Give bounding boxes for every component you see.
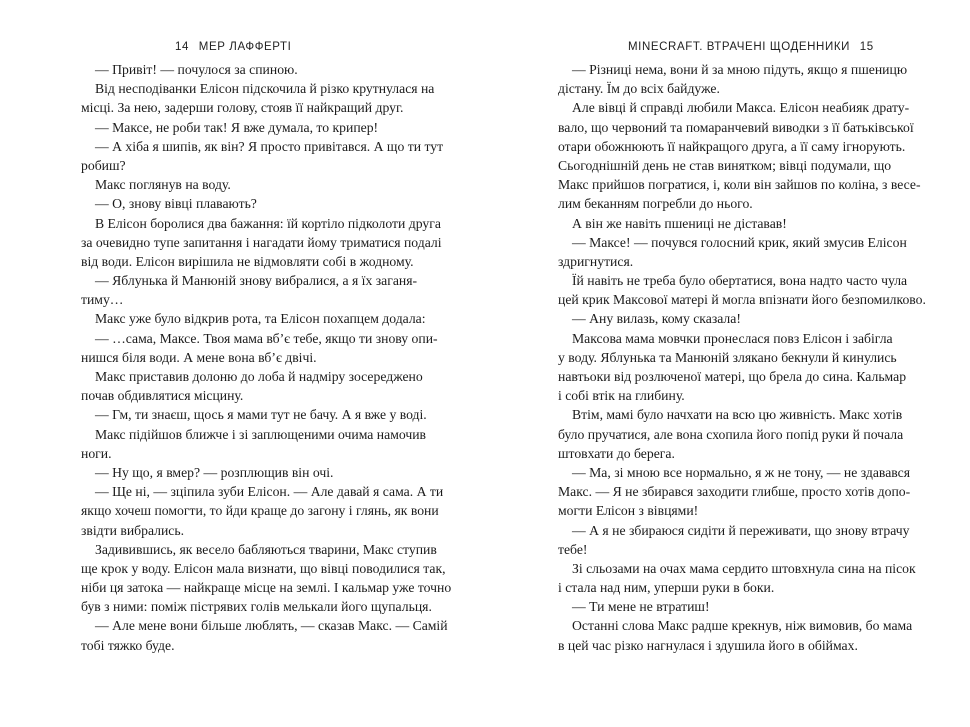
text-line [558,636,889,655]
text-line [81,252,412,271]
text-line-content: місці. За нею, задерши голову, стояв її найкращий друг. [81,100,404,116]
text-line-content: робиш? [81,157,126,173]
text-line-content: лим беканням погребли до нього. [558,196,753,212]
text-line [558,482,911,501]
text-line-content: — А я не збираюся сидіти й переживати, що знову втрачу [572,522,910,538]
text-line [558,252,889,271]
text-line [558,156,892,175]
text-line-content: А він же навіть пшениці не діставав! [572,215,787,231]
text-line [81,79,435,98]
text-line-content: нишся біля води. А мене вона вб’є двічі. [81,349,317,365]
text-line-content: здригнутися. [558,253,634,269]
text-line [558,329,893,348]
text-line [81,348,412,367]
text-line-content: отари обожнюють її найкращого друга, а її саму ігнорують. [558,138,906,154]
text-line-content: Від несподіванки Елісон підскочила й різко крутнулася на [95,81,435,97]
text-line [558,386,889,405]
text-line [81,290,412,309]
text-line [81,194,412,213]
text-line [558,271,908,290]
text-line [81,616,448,635]
text-line-content: навтьоки від розлюченої матері, що брела до сина. Кальмар [558,369,907,384]
text-line-content: Максова мама мовчки пронеслася повз Елісон і забігла [572,330,893,346]
right-page [485,0,970,727]
text-line [81,367,423,386]
text-line-content: В Елісон боролися два бажання: їй кортіло підколоти друга [95,215,441,231]
text-line-content: — …сама, Максе. Твоя мама вб’є тебе, якщо ти знову опи- [95,330,438,346]
text-line [81,98,412,117]
text-line-content: і собі втік на глибину. [558,388,685,404]
text-line [558,60,908,79]
text-line [81,233,442,252]
text-line [558,616,913,635]
text-line [81,405,427,424]
text-line-content: тиму… [81,292,124,308]
text-line-content: — О, знову вівці плавають? [95,196,257,212]
text-line [81,329,438,348]
text-line [81,482,444,501]
text-line-content: за очевидно тупе запитання і нагадати йому триматися подалі [81,234,442,250]
text-line-content: — Але мене вони більше люблять, — сказав Макс. — Самій [95,618,448,634]
text-line [81,521,412,540]
text-line [558,425,904,444]
text-line [558,348,897,367]
text-line-content: звідти вибрались. [81,522,185,538]
page-number: 14 [175,41,189,53]
text-line-content: в цей час різко нагнулася і здушила його в обіймах. [558,637,858,653]
text-line-content: Макс приставив долоню до лоба й надміру зосереджено [95,369,423,384]
text-line [558,559,916,578]
text-line [558,233,907,252]
text-line-content: — Максе! — почувся голосний крик, який змусив Елісон [572,234,907,250]
text-line-content: від води. Елісон вирішила не відмовляти собі в жодному. [81,253,414,269]
text-line-content: Макс підійшов ближче і зі заплющеними очима намочив [95,426,427,442]
text-line-content: Їй навіть не треба було обертатися, вона надто часто чула [572,273,908,289]
text-line-content: — Ну що, я вмер? — розплющив він очі. [95,464,334,480]
text-line [558,521,910,540]
text-line-content: був з ними: поміж пістрявих голів мелькали його щупальця. [81,599,432,615]
text-line [558,79,889,98]
text-line [81,425,427,444]
text-line [558,118,914,137]
text-line-content: у воду. Яблунька та Манюній злякано бекнули й кинулись [558,349,897,365]
text-line [558,175,921,194]
author-name: МЕР ЛАФФЕРТІ [198,41,292,53]
text-line-content: Макс. — Я не збирався заходити глибше, просто хотів допо- [558,484,911,500]
right-page-body [558,60,926,655]
text-line-content: Останні слова Макс радше крекнув, ніж вимовив, бо мама [572,618,913,634]
text-line [81,636,412,655]
text-line-content: Але вівці й справді любили Макса. Елісон неабияк драту- [572,100,910,116]
text-line-content: і стала над ним, уперши руки в боки. [558,580,775,596]
text-line-content: — Ти мене не втратиш! [572,599,710,615]
text-line [81,214,441,233]
text-line [81,271,418,290]
book-title: MINECRAFT. ВТРАЧЕНІ ЩОДЕННИКИ [628,41,850,53]
text-line [558,309,889,328]
text-line-content: Сьогоднішній день не став винятком; вівці подумали, що [558,157,892,173]
text-line-content: — Гм, ти знаєш, щось я мами тут не бачу. А я вже у воді. [95,407,427,423]
text-line-content: — Ма, зі мною все нормально, я ж не тону, — не здавався [572,464,911,480]
text-line-content: — Ще ні, — зціпила зуби Елісон. — Але давай я сама. А ти [95,484,444,500]
text-line-content: Зі сльозами на очах мама сердито штовхнула сина на пісок [572,560,916,576]
text-line [558,194,889,213]
running-head-left [175,39,297,55]
text-line [81,559,446,578]
text-line [81,175,412,194]
text-line-content: Макс уже було відкрив рота, та Елісон похапцем додала: [95,311,426,327]
text-line-content: ще крок у воду. Елісон мала визнати, що вівці поводилися так, [81,560,446,576]
text-line [558,367,907,386]
text-line [81,156,412,175]
text-line-content: Задивившись, як весело бабляються тварини, Макс ступив [95,541,437,557]
running-head-right [622,39,874,55]
text-line [558,501,889,520]
text-line [81,137,444,156]
text-line [558,597,889,616]
text-line [558,290,926,309]
text-line-content: — Різниці нема, вони й за мною підуть, якщо я пшеницю [572,62,908,77]
text-line-content: почав обдивлятися місцину. [81,388,244,404]
text-line [558,444,889,463]
text-line-content: штовхати до берега. [558,445,675,461]
text-line-content: — А хіба я шипів, як він? Я просто привітався. А що ти тут [95,138,444,154]
text-line [558,463,911,482]
text-line-content: ноги. [81,445,112,461]
text-line [81,578,452,597]
text-line-content: — Максе, не роби так! Я вже думала, то крипер! [95,119,379,135]
text-line-content: вало, що червоний та помаранчевий виводки з її батьківської [558,119,914,135]
text-line-content: — Привіт! — почулося за спиною. [95,62,298,77]
text-line [81,386,412,405]
text-line [558,540,889,559]
text-line-content: дістану. Їм до всіх байдуже. [558,81,720,97]
text-line [81,540,437,559]
text-line-content: було пручатися, але вона схопила його попід руки й почала [558,426,904,442]
text-line [81,444,412,463]
text-line [81,463,412,482]
text-line-content: — Ану вилазь, кому сказала! [572,311,741,327]
text-line [81,597,432,616]
text-line-content: тебе! [558,541,588,557]
text-line-content: могти Елісон з вівцями! [558,503,699,519]
text-line-content: ніби ця затока — найкраще місце на землі. І кальмар уже точно [81,580,452,596]
text-line [558,137,906,156]
text-line-content: Макс поглянув на воду. [95,177,231,193]
page-number: 15 [859,41,874,53]
text-line [558,578,889,597]
text-line-content: тобі тяжко буде. [81,637,175,653]
text-line [558,405,903,424]
text-line-content: Макс прийшов погратися, і, коли він зайшов по коліна, з весе- [558,177,921,193]
text-line-content: якщо хочеш помогти, то йди краще до загону і глянь, як вони [81,503,439,519]
text-line [81,60,412,79]
text-line [81,309,426,328]
text-line-content: Втім, мамі було начхати на всю цю живність. Макс хотів [572,407,903,423]
text-line-content: цей крик Максової матері й могла впізнати його безпомилково. [558,292,926,308]
text-line [558,98,910,117]
text-line-content: — Яблунька й Манюній знову вибралися, а я їх заганя- [95,273,418,289]
text-line [81,501,439,520]
text-line [558,214,889,233]
text-line [81,118,412,137]
left-page-body [81,60,452,655]
